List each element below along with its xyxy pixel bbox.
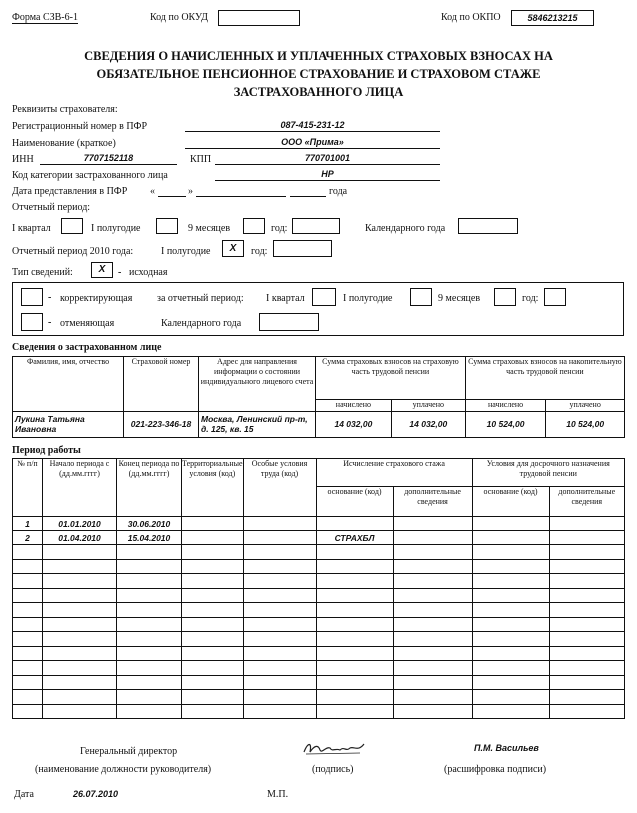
work-cell[interactable]: [43, 704, 117, 719]
signature-caption: (подпись): [312, 764, 354, 775]
col-fio: Фамилия, имя, отчество: [13, 357, 124, 412]
work-cell[interactable]: [43, 690, 117, 705]
work-cell[interactable]: [13, 646, 43, 661]
work-cell[interactable]: [117, 545, 182, 560]
work-cell[interactable]: [393, 675, 472, 690]
work-cell[interactable]: [549, 632, 624, 647]
corr-h1-label: I полугодие: [343, 293, 393, 304]
work-cell[interactable]: [243, 704, 316, 719]
col-stage: Исчисление страхового стажа: [316, 459, 472, 487]
insurer-heading: Реквизиты страхователя:: [12, 104, 118, 115]
work-cell[interactable]: 15.04.2010: [117, 531, 182, 545]
fund-accrued[interactable]: 10 524,00: [465, 411, 545, 437]
info-type-initial-label: исходная: [129, 267, 168, 278]
work-cell[interactable]: [316, 617, 393, 632]
work-cell[interactable]: [182, 588, 244, 603]
work-cell[interactable]: [316, 545, 393, 560]
cancelling-label: отменяющая: [60, 318, 115, 329]
period-2010-label: Отчетный период 2010 года:: [12, 246, 134, 257]
work-cell[interactable]: [182, 559, 244, 574]
table-row: [13, 661, 625, 676]
work-cell[interactable]: [243, 531, 316, 545]
title-line-2: ОБЯЗАТЕЛЬНОЕ ПЕНСИОННОЕ СТРАХОВАНИЕ И СТРАХОВОМ СТАЖЕ: [96, 67, 541, 81]
work-cell[interactable]: [43, 588, 117, 603]
work-cell[interactable]: [549, 588, 624, 603]
table-row: [13, 545, 625, 560]
work-cell[interactable]: 01.04.2010: [43, 531, 117, 545]
work-cell[interactable]: [393, 588, 472, 603]
work-cell[interactable]: [13, 661, 43, 676]
work-cell[interactable]: [393, 531, 472, 545]
work-cell[interactable]: [316, 646, 393, 661]
person-heading: Сведения о застрахованном лице: [12, 342, 162, 353]
work-cell[interactable]: [117, 617, 182, 632]
director-position: Генеральный директор: [80, 746, 178, 757]
period-2010-h1-checkbox[interactable]: X: [222, 240, 244, 257]
info-type-dash: -: [118, 267, 122, 278]
corr-9m-label: 9 месяцев: [438, 293, 481, 304]
work-cell[interactable]: 1: [13, 517, 43, 531]
table-row: [13, 588, 625, 603]
corrective-label: корректирующая: [60, 293, 133, 304]
okpo-field[interactable]: 5846213215: [511, 10, 594, 26]
work-cell[interactable]: [472, 704, 549, 719]
work-cell[interactable]: [182, 574, 244, 589]
work-cell[interactable]: [393, 517, 472, 531]
col-address: Адрес для направления информации о состоянии индивидуального лицевого счета: [199, 357, 316, 412]
corr-q1-checkbox[interactable]: [312, 288, 336, 306]
period-2010-year-field[interactable]: [273, 240, 332, 257]
document-title: [10, 47, 627, 101]
for-period-label: за отчетный период:: [157, 293, 244, 304]
corrective-checkbox[interactable]: [21, 288, 43, 306]
work-cell[interactable]: [13, 690, 43, 705]
work-cell[interactable]: [316, 661, 393, 676]
work-cell[interactable]: [472, 603, 549, 618]
work-cell[interactable]: [549, 545, 624, 560]
work-cell[interactable]: [393, 617, 472, 632]
title-line-3: ЗАСТРАХОВАННОГО ЛИЦА: [233, 85, 404, 99]
table-row: [13, 517, 625, 531]
col-funded: Сумма страховых взносов на накопительную часть трудовой пенсии: [465, 357, 624, 400]
work-cell[interactable]: [472, 574, 549, 589]
work-cell[interactable]: [13, 675, 43, 690]
work-cell[interactable]: [182, 617, 244, 632]
work-cell[interactable]: [13, 632, 43, 647]
table-row: [13, 617, 625, 632]
period-year-field[interactable]: [292, 218, 340, 234]
work-cell[interactable]: [43, 646, 117, 661]
work-cell[interactable]: [13, 574, 43, 589]
work-cell[interactable]: [117, 588, 182, 603]
work-cell[interactable]: [182, 661, 244, 676]
work-cell[interactable]: [472, 690, 549, 705]
work-cell[interactable]: [182, 704, 244, 719]
work-cell[interactable]: [13, 559, 43, 574]
work-cell[interactable]: 2: [13, 531, 43, 545]
work-cell[interactable]: [549, 617, 624, 632]
work-cell[interactable]: [472, 646, 549, 661]
name-label: Наименование (краткое): [12, 138, 116, 149]
work-cell[interactable]: [393, 690, 472, 705]
work-cell[interactable]: [472, 559, 549, 574]
person-fio[interactable]: Лукина Татьяна Ивановна: [13, 411, 124, 437]
okud-label: Код по ОКУД: [150, 12, 208, 23]
work-cell[interactable]: [393, 559, 472, 574]
stamp-label: М.П.: [267, 789, 289, 800]
work-cell[interactable]: [472, 531, 549, 545]
work-cell[interactable]: [117, 690, 182, 705]
work-cell[interactable]: [117, 675, 182, 690]
work-cell[interactable]: [393, 545, 472, 560]
work-cell[interactable]: [549, 675, 624, 690]
corr-q1-label: I квартал: [266, 293, 305, 304]
work-cell[interactable]: [472, 617, 549, 632]
work-cell[interactable]: [393, 632, 472, 647]
work-cell[interactable]: [243, 545, 316, 560]
fund-accrued-header: начислено: [465, 399, 545, 411]
period-calendar-label: Календарного года: [365, 223, 446, 234]
name-value[interactable]: ООО «Прима»: [281, 137, 344, 147]
work-cell[interactable]: [182, 632, 244, 647]
work-cell[interactable]: [243, 588, 316, 603]
work-cell[interactable]: [182, 646, 244, 661]
table-row: [13, 574, 625, 589]
period-q1-label: I квартал: [12, 223, 51, 234]
period-heading: Отчетный период:: [12, 202, 91, 213]
col-snils: Страховой номер: [124, 357, 199, 412]
work-cell[interactable]: [472, 545, 549, 560]
period-calendar-field[interactable]: [458, 218, 518, 234]
col-terr: Территориальные условия (код): [182, 459, 244, 517]
work-cell[interactable]: [43, 559, 117, 574]
work-cell[interactable]: [472, 588, 549, 603]
work-heading: Период работы: [12, 445, 81, 456]
work-cell[interactable]: [182, 690, 244, 705]
work-cell[interactable]: [243, 574, 316, 589]
table-row: [13, 675, 625, 690]
corr-year-field[interactable]: [544, 288, 566, 306]
category-label: Код категории застрахованного лица: [12, 170, 168, 181]
person-address[interactable]: Москва, Ленинский пр-т, д. 125, кв. 15: [199, 411, 316, 437]
quote-open: «: [150, 186, 155, 197]
period-h1-checkbox[interactable]: [156, 218, 178, 234]
work-cell[interactable]: [393, 603, 472, 618]
work-cell[interactable]: [316, 574, 393, 589]
work-cell[interactable]: [549, 517, 624, 531]
work-cell[interactable]: [13, 588, 43, 603]
work-cell[interactable]: [393, 574, 472, 589]
period-9m-label: 9 месяцев: [188, 223, 231, 234]
person-table: [12, 356, 625, 438]
work-cell[interactable]: [13, 704, 43, 719]
table-row: [13, 559, 625, 574]
work-cell[interactable]: 01.01.2010: [43, 517, 117, 531]
ins-paid[interactable]: 14 032,00: [391, 411, 465, 437]
stage-extra-header: дополнительные сведения: [393, 487, 472, 517]
ins-paid-header: уплачено: [391, 399, 465, 411]
period-9m-checkbox[interactable]: [243, 218, 265, 234]
work-cell[interactable]: [393, 704, 472, 719]
form-label: Форма СЗВ-6-1: [12, 12, 78, 23]
work-cell[interactable]: [13, 545, 43, 560]
work-cell[interactable]: [243, 675, 316, 690]
ins-accrued[interactable]: 14 032,00: [316, 411, 392, 437]
work-cell[interactable]: [43, 574, 117, 589]
work-cell[interactable]: [43, 661, 117, 676]
period-2010-year-label: год:: [251, 246, 268, 257]
work-cell[interactable]: [549, 646, 624, 661]
corr-h1-checkbox[interactable]: [410, 288, 432, 306]
title-line-1: СВЕДЕНИЯ О НАЧИСЛЕННЫХ И УПЛАЧЕННЫХ СТРАХОВЫХ ВЗНОСАХ НА: [84, 49, 553, 63]
work-cell[interactable]: [316, 588, 393, 603]
work-cell[interactable]: [117, 646, 182, 661]
cancelling-calendar-label: Календарного года: [161, 318, 242, 329]
work-cell[interactable]: [43, 617, 117, 632]
table-row: [13, 646, 625, 661]
work-cell[interactable]: [316, 632, 393, 647]
work-cell[interactable]: [182, 545, 244, 560]
date-year-field[interactable]: [290, 184, 326, 197]
period-2010-h1-label: I полугодие: [161, 246, 211, 257]
info-type-label: Тип сведений:: [12, 267, 73, 278]
work-cell[interactable]: [243, 603, 316, 618]
work-cell[interactable]: [243, 661, 316, 676]
work-cell[interactable]: [316, 559, 393, 574]
col-end: Конец периода по (дд.мм.гггг): [117, 459, 182, 517]
period-q1-checkbox[interactable]: [61, 218, 83, 234]
work-cell[interactable]: СТРАХБЛ: [316, 531, 393, 545]
person-snils[interactable]: 021-223-346-18: [124, 411, 199, 437]
work-cell[interactable]: [549, 704, 624, 719]
date-month-field[interactable]: [196, 184, 286, 197]
early-extra-header: дополнительные сведения: [549, 487, 624, 517]
work-cell[interactable]: [243, 690, 316, 705]
period-h1-label: I полугодие: [91, 223, 141, 234]
date-label: Дата: [14, 789, 34, 800]
work-cell[interactable]: [117, 704, 182, 719]
work-cell[interactable]: [393, 646, 472, 661]
early-basis-header: основание (код): [472, 487, 549, 517]
work-cell[interactable]: [182, 517, 244, 531]
work-cell[interactable]: [182, 675, 244, 690]
work-cell[interactable]: [243, 559, 316, 574]
work-cell[interactable]: [316, 517, 393, 531]
work-cell[interactable]: [549, 531, 624, 545]
col-early: Условия для досрочного назначения трудовой пенсии: [472, 459, 624, 487]
col-num: № п/п: [13, 459, 43, 517]
kpp-value[interactable]: 770701001: [304, 153, 351, 163]
position-caption: (наименование должности руководителя): [35, 764, 212, 775]
work-cell[interactable]: [117, 661, 182, 676]
okud-field[interactable]: [218, 10, 300, 26]
quote-close: »: [188, 186, 193, 197]
work-cell[interactable]: [117, 603, 182, 618]
table-row: [13, 603, 625, 618]
period-year-label: год:: [271, 223, 288, 234]
cancelling-dash: -: [48, 317, 52, 328]
work-table: [12, 458, 625, 719]
okpo-label: Код по ОКПО: [441, 12, 501, 23]
work-cell[interactable]: [243, 646, 316, 661]
signature-decoded[interactable]: П.М. Васильев: [474, 743, 539, 753]
work-cell[interactable]: [472, 661, 549, 676]
work-cell[interactable]: [316, 704, 393, 719]
work-cell[interactable]: 30.06.2010: [117, 517, 182, 531]
work-cell[interactable]: [316, 690, 393, 705]
inn-label: ИНН: [12, 154, 34, 165]
corr-year-label: год:: [522, 293, 539, 304]
work-cell[interactable]: [243, 517, 316, 531]
work-cell[interactable]: [117, 632, 182, 647]
table-row: [13, 632, 625, 647]
signature-image: [300, 738, 370, 760]
reg-label: Регистрационный номер в ПФР: [12, 121, 147, 132]
stage-basis-header: основание (код): [316, 487, 393, 517]
fund-paid-header: уплачено: [546, 399, 625, 411]
col-start: Начало периода с (дд.мм.гггг): [43, 459, 117, 517]
work-cell[interactable]: [243, 632, 316, 647]
work-cell[interactable]: [243, 617, 316, 632]
work-cell[interactable]: [43, 545, 117, 560]
table-row: [13, 531, 625, 545]
work-cell[interactable]: [472, 632, 549, 647]
info-type-initial-checkbox[interactable]: X: [91, 262, 113, 278]
work-cell[interactable]: [43, 632, 117, 647]
date-value[interactable]: 26.07.2010: [73, 789, 119, 799]
kpp-label: КПП: [190, 154, 212, 165]
date-day-field[interactable]: [158, 184, 186, 197]
fund-paid[interactable]: 10 524,00: [546, 411, 625, 437]
col-special: Особые условия труда (код): [243, 459, 316, 517]
work-cell[interactable]: [316, 603, 393, 618]
year-suffix: года: [329, 186, 348, 197]
ins-accrued-header: начислено: [316, 399, 392, 411]
work-cell[interactable]: [316, 675, 393, 690]
col-insurance: Сумма страховых взносов на страховую часть трудовой пенсии: [316, 357, 466, 400]
work-cell[interactable]: [549, 690, 624, 705]
work-cell[interactable]: [182, 531, 244, 545]
table-row: [13, 690, 625, 705]
decode-caption: (расшифровка подписи): [444, 764, 547, 775]
category-value[interactable]: НР: [321, 169, 334, 179]
date-submitted-label: Дата представления в ПФР: [12, 186, 128, 197]
corr-9m-checkbox[interactable]: [494, 288, 516, 306]
work-cell[interactable]: [549, 661, 624, 676]
work-cell[interactable]: [117, 559, 182, 574]
reg-value[interactable]: 087-415-231-12: [280, 120, 345, 130]
work-cell[interactable]: [182, 603, 244, 618]
work-cell[interactable]: [43, 603, 117, 618]
cancelling-checkbox[interactable]: [21, 313, 43, 331]
corrective-dash: -: [48, 292, 52, 303]
inn-value[interactable]: 7707152118: [83, 153, 134, 163]
work-cell[interactable]: [393, 661, 472, 676]
work-cell[interactable]: [549, 574, 624, 589]
work-cell[interactable]: [13, 603, 43, 618]
work-cell[interactable]: [13, 617, 43, 632]
work-cell[interactable]: [549, 603, 624, 618]
work-cell[interactable]: [43, 675, 117, 690]
work-cell[interactable]: [117, 574, 182, 589]
work-cell[interactable]: [549, 559, 624, 574]
work-cell[interactable]: [472, 675, 549, 690]
cancelling-calendar-field[interactable]: [259, 313, 319, 331]
work-cell[interactable]: [472, 517, 549, 531]
table-row: [13, 704, 625, 719]
